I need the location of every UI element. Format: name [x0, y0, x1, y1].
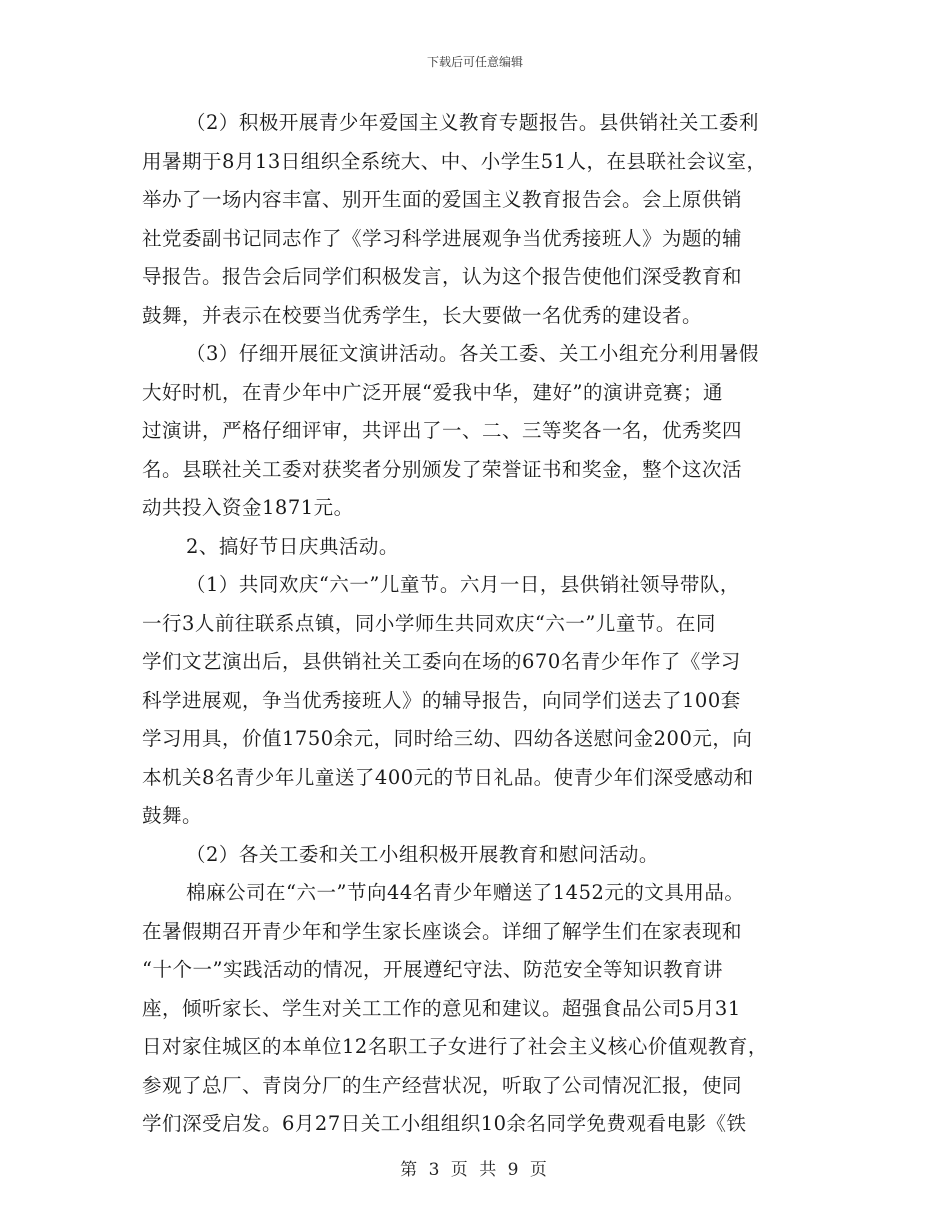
text-line: 鼓舞，并表示在校要当优秀学生，长大要做一名优秀的建设者。	[142, 303, 703, 327]
text-line: 名。县联社关工委对获奖者分别颁发了荣誉证书和奖金，整个这次活	[142, 457, 743, 481]
text-line: （2）各关工委和关工小组积极开展教育和慰问活动。	[186, 842, 659, 866]
text-line: 学们文艺演出后，县供销社关工委向在场的670名青少年作了《学习	[142, 650, 741, 673]
text-line: 学习用具，价值1750余元，同时给三幼、四幼各送慰问金200元，向	[142, 727, 753, 750]
text-line: 社党委副书记同志作了《学习科学进展观争当优秀接班人》为题的辅	[142, 226, 743, 250]
text-line: 在暑假期召开青少年和学生家长座谈会。详细了解学生们在家表现和	[142, 919, 743, 943]
text-line: “十个一”实践活动的情况，开展遵纪守法、防范安全等知识教育讲	[142, 958, 723, 981]
text-line: （2）积极开展青少年爱国主义教育专题报告。县供销社关工委利	[186, 111, 759, 134]
text-line: 一行3人前往联系点镇，同小学师生共同欢庆“六一”儿童节。在同	[142, 611, 716, 635]
text-line: 导报告。报告会后同学们积极发言，认为这个报告使他们深受教育和	[142, 265, 743, 288]
page-header-note: 下载后可任意编辑	[426, 55, 523, 69]
text-line: 科学进展观，争当优秀接班人》的辅导报告，向同学们送去了100套	[142, 688, 741, 712]
text-line: 本机关8名青少年儿童送了400元的节日礼品。使青少年们深受感动和	[142, 765, 754, 789]
text-line: 棉麻公司在“六一”节向44名青少年赠送了1452元的文具用品。	[186, 881, 745, 904]
text-line: 动共投入资金1871元。	[142, 496, 354, 519]
text-line: 2、搞好节日庆典活动。	[186, 534, 399, 558]
text-line: 举办了一场内容丰富、别开生面的爱国主义教育报告会。会上原供销	[142, 188, 743, 211]
text-line: 过演讲，严格仔细评审，共评出了一、二、三等奖各一名，优秀奖四	[142, 419, 743, 442]
text-line: （1）共同欢庆“六一”儿童节。六月一日，县供销社领导带队，	[186, 573, 740, 596]
text-line: 参观了总厂、青岗分厂的生产经营状况，听取了公司情况汇报，使同	[142, 1073, 743, 1097]
text-line: （3）仔细开展征文演讲活动。各关工委、关工小组充分利用暑假	[186, 342, 759, 365]
text-line: 鼓舞。	[142, 804, 203, 827]
text-line: 用暑期于8月13日组织全系统大、中、小学生51人，在县联社会议室，	[142, 149, 767, 173]
text-line: 大好时机，在青少年中广泛开展“爱我中华，建好”的演讲竞赛；通	[142, 380, 723, 404]
text-line: 学们深受启发。6月27日关工小组组织10余名同学免费观看电影《铁	[142, 1112, 747, 1135]
document-body	[142, 104, 822, 1144]
text-line: 日对家住城区的本单位12名职工子女进行了社会主义核心价值观教育，	[142, 1035, 768, 1058]
text-line: 座，倾听家长、学生对关工工作的意见和建议。超强食品公司5月31	[142, 996, 741, 1020]
page-number-footer: 第 3 页 共 9 页	[400, 1160, 550, 1180]
